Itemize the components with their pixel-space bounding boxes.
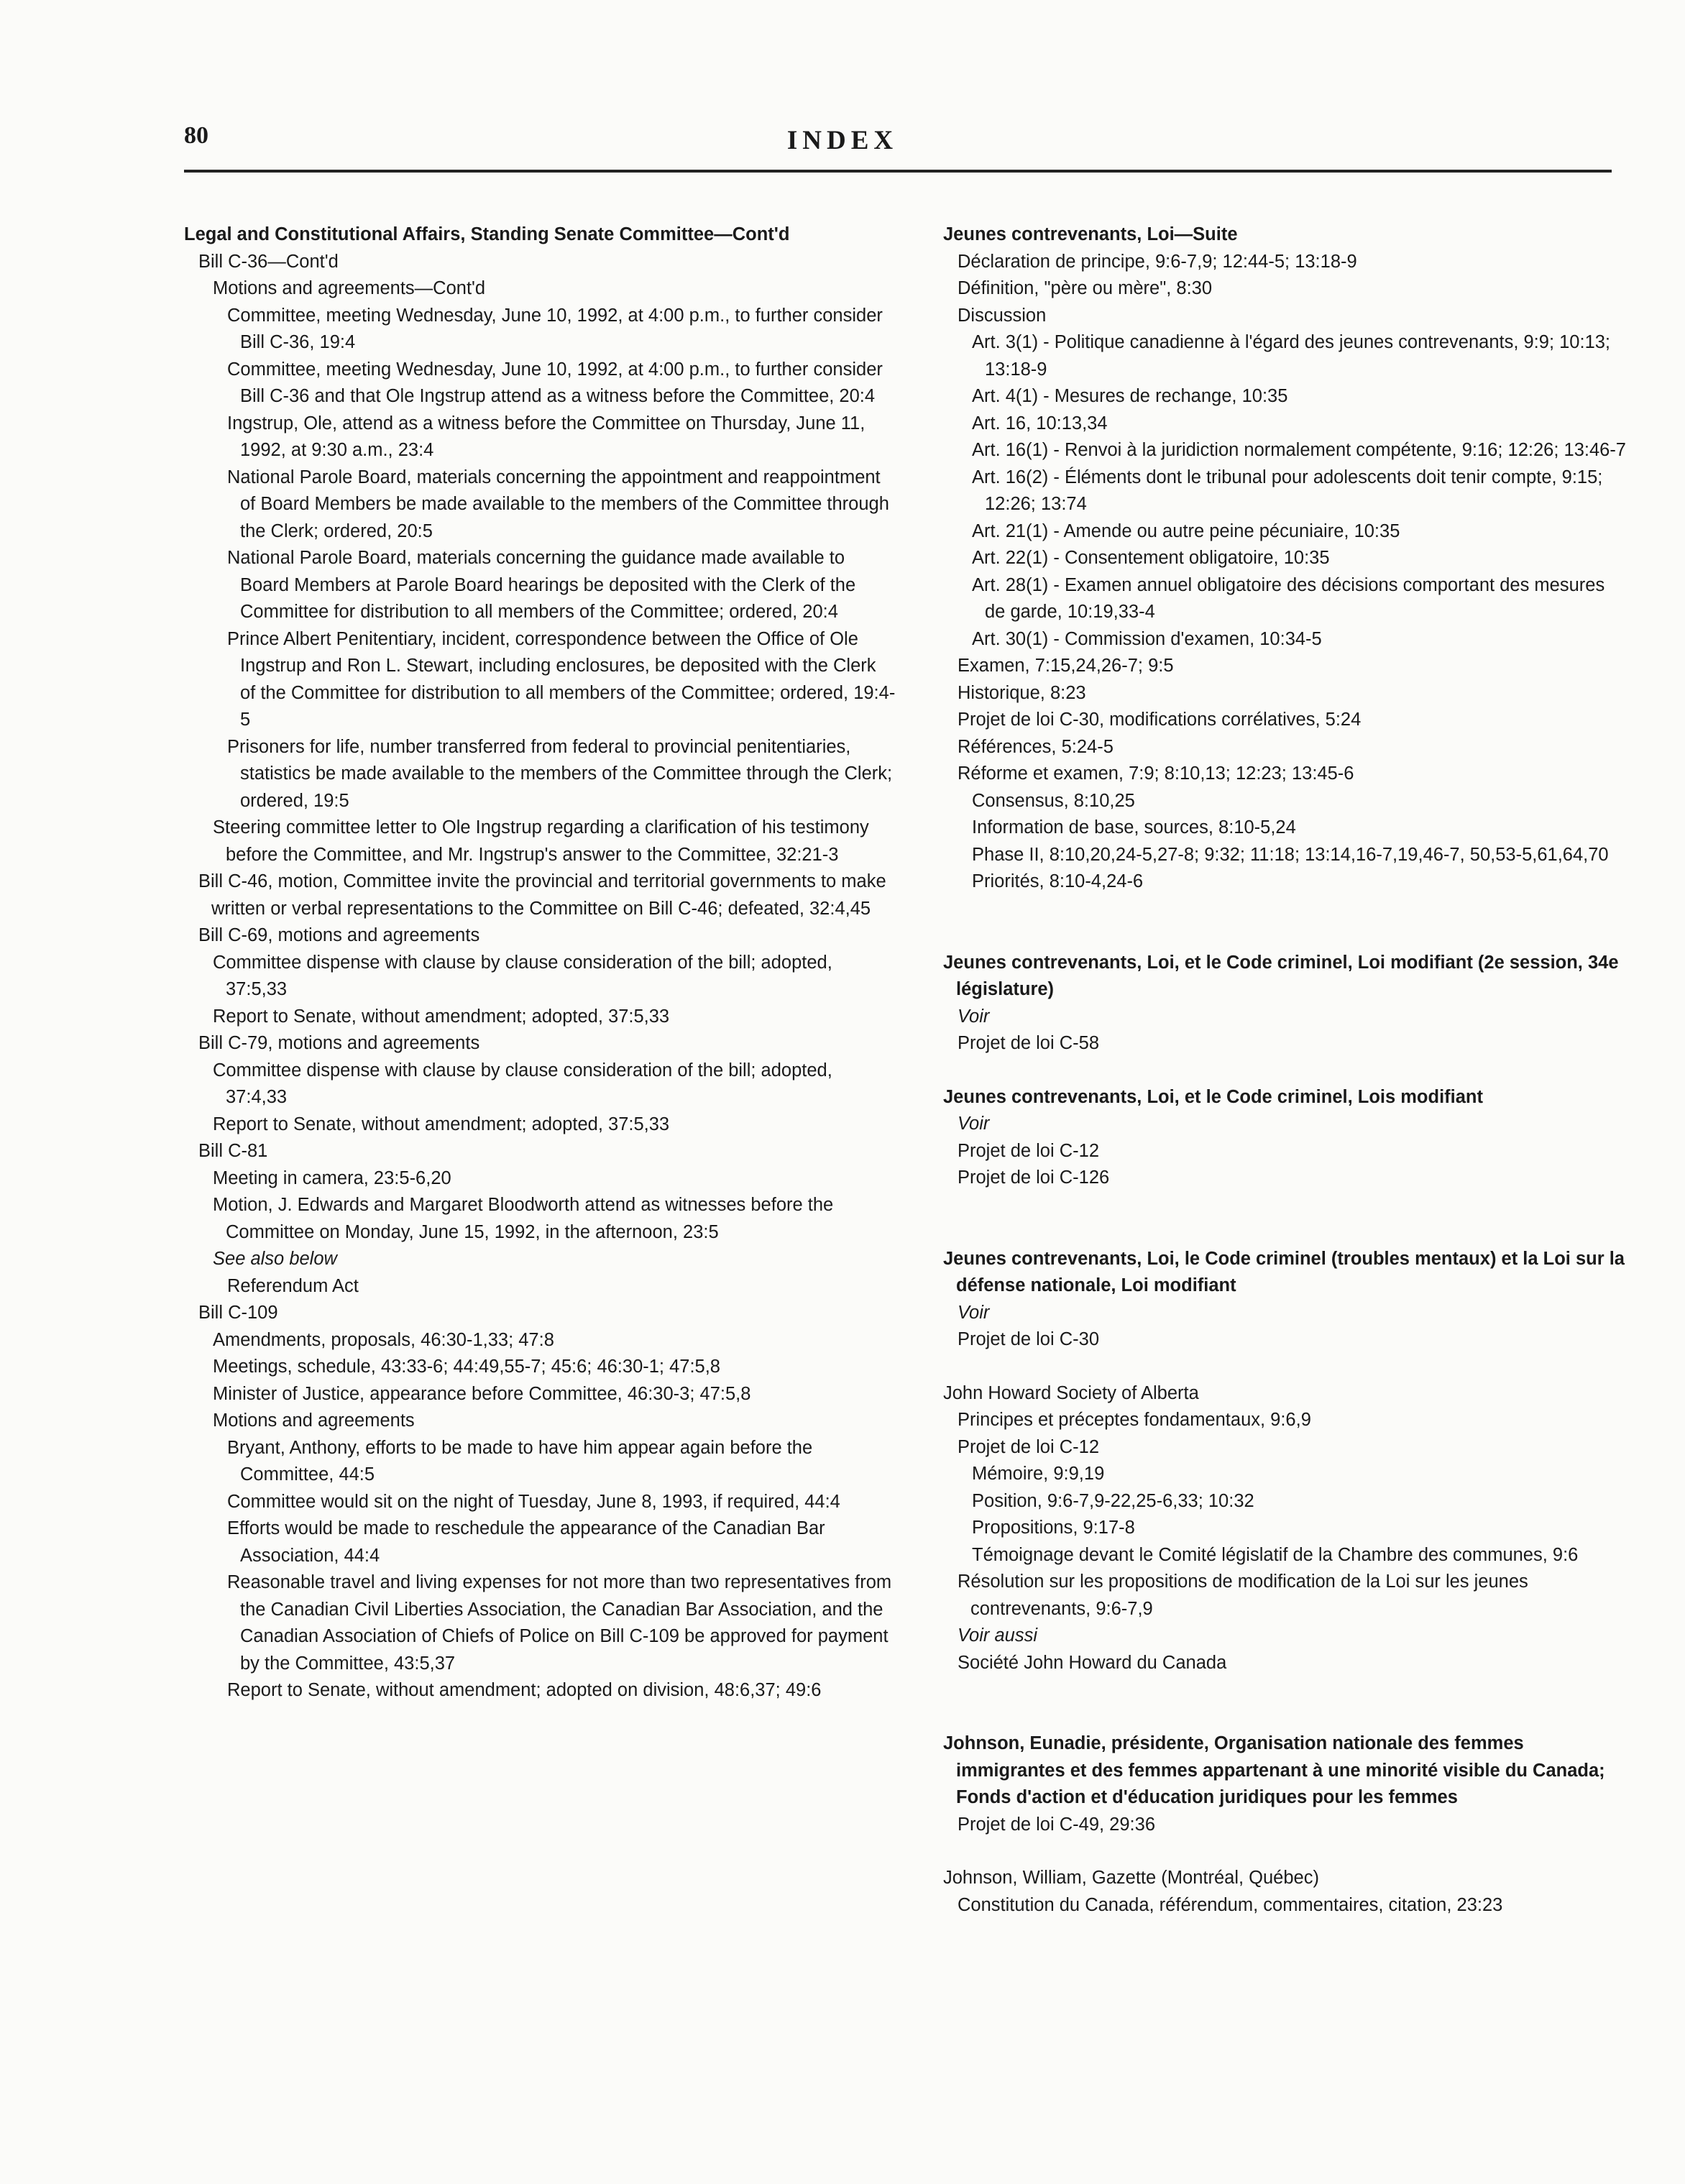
index-subentry: Références, 5:24-5 — [958, 736, 1114, 757]
index-subentry: Voir — [958, 1114, 990, 1134]
index-heading: John Howard Society of Alberta — [943, 1382, 1199, 1403]
index-subentry: Projet de loi C-12 — [958, 1436, 1100, 1457]
entry-spacer — [943, 1057, 1626, 1084]
index-subentry: See also below — [213, 1249, 337, 1269]
index-subentry: Mémoire, 9:9,19 — [972, 1464, 1105, 1484]
index-subentry: Projet de loi C-126 — [958, 1167, 1110, 1188]
index-subentry: Efforts would be made to reschedule the appearance of the Canadian Bar Association, 44:4 — [227, 1518, 825, 1566]
index-subentry: Committee dispense with clause by clause consideration of the bill; adopted, 37:4,33 — [213, 1060, 832, 1107]
index-subentry: Meeting in camera, 23:5-6,20 — [213, 1167, 451, 1188]
index-subentry: Résolution sur les propositions de modification de la Loi sur les jeunes contrevenants, 9:6-7,9 — [958, 1572, 1528, 1619]
index-subentry: Projet de loi C-58 — [958, 1033, 1100, 1053]
index-subentry: Bryant, Anthony, efforts to be made to have him appear again before the Committee, 44:5 — [227, 1437, 813, 1485]
index-subentry: Bill C-69, motions and agreements — [198, 925, 480, 945]
index-subentry: Projet de loi C-12 — [958, 1140, 1100, 1161]
index-heading: Jeunes contrevenants, Loi—Suite — [943, 224, 1238, 244]
index-subentry: Report to Senate, without amendment; adopted on division, 48:6,37; 49:6 — [227, 1680, 822, 1700]
index-subentry: Reasonable travel and living expenses for not more than two representatives from the Canadian Civil Liberties Association, the Canadian Bar Association, and the Canadian Association of Chiefs of Police on Bill C-109 be approved for payment by the Committee, 43:5,37 — [227, 1572, 892, 1674]
entry-spacer — [943, 1676, 1626, 1730]
index-subentry: Bill C-36—Cont'd — [198, 251, 339, 272]
index-subentry: National Parole Board, materials concerning the appointment and reappointment of Board Members be made available to the members of the Committee through the Clerk; ordered, 20:5 — [227, 467, 889, 541]
index-subentry: Committee, meeting Wednesday, June 10, 1992, at 4:00 p.m., to further consider Bill C-36, 19:4 — [227, 305, 883, 352]
index-subentry: Propositions, 9:17-8 — [972, 1518, 1135, 1538]
index-subentry: Constitution du Canada, référendum, commentaires, citation, 23:23 — [958, 1894, 1503, 1915]
header-rule — [184, 170, 1612, 173]
index-subentry: Report to Senate, without amendment; adopted, 37:5,33 — [213, 1114, 670, 1134]
index-subentry: Report to Senate, without amendment; adopted, 37:5,33 — [213, 1006, 670, 1027]
index-subentry: Priorités, 8:10-4,24-6 — [972, 871, 1144, 891]
index-heading: Jeunes contrevenants, Loi, et le Code criminel, Lois modifiant — [943, 1086, 1483, 1107]
index-subentry: Art. 16(1) - Renvoi à la juridiction normalement compétente, 9:16; 12:26; 13:46-7 — [972, 440, 1626, 460]
index-subentry: Réforme et examen, 7:9; 8:10,13; 12:23; 13:45-6 — [958, 763, 1354, 784]
index-subentry: Principes et préceptes fondamentaux, 9:6,9 — [958, 1410, 1311, 1430]
index-subentry: Bill C-79, motions and agreements — [198, 1033, 480, 1053]
index-heading: Jeunes contrevenants, Loi, le Code criminel (troubles mentaux) et la Loi sur la défense nationale, Loi modifiant — [943, 1248, 1625, 1295]
index-subentry: Committee, meeting Wednesday, June 10, 1992, at 4:00 p.m., to further consider Bill C-36 and that Ole Ingstrup attend as a witness before the Committee, 20:4 — [227, 359, 883, 406]
page-title: INDEX — [786, 126, 899, 155]
index-subentry: Examen, 7:15,24,26-7; 9:5 — [958, 656, 1174, 676]
index-subentry: Voir aussi — [958, 1625, 1038, 1646]
index-subentry: Steering committee letter to Ole Ingstrup regarding a clarification of his testimony before the Committee, and Mr. Ingstrup's answer to the Committee, 32:21-3 — [213, 817, 869, 865]
index-subentry: Art. 16(2) - Éléments dont le tribunal pour adolescents doit tenir compte, 9:15; 12:26; 13:74 — [972, 467, 1603, 514]
index-subentry: Amendments, proposals, 46:30-1,33; 47:8 — [213, 1329, 554, 1350]
index-subentry: Motions and agreements — [213, 1410, 415, 1431]
index-subentry: Meetings, schedule, 43:33-6; 44:49,55-7; 45:6; 46:30-1; 47:5,8 — [213, 1357, 720, 1377]
index-subentry: Bill C-81 — [198, 1141, 268, 1161]
index-subentry: Projet de loi C-49, 29:36 — [958, 1814, 1155, 1835]
entry-spacer — [943, 1354, 1626, 1380]
index-subentry: Position, 9:6-7,9-22,25-6,33; 10:32 — [972, 1490, 1254, 1511]
index-subentry: Prince Albert Penitentiary, incident, correspondence between the Office of Ole Ingstrup and Ron L. Stewart, including enclosures, be deposited with the Clerk of the Committee for distribution to all members of the Committee; ordered, 19:4-5 — [227, 628, 896, 730]
index-subentry: Projet de loi C-30 — [958, 1329, 1100, 1349]
index-subentry: Phase II, 8:10,20,24-5,27-8; 9:32; 11:18; 13:14,16-7,19,46-7, 50,53-5,61,64,70 — [972, 844, 1609, 865]
index-subentry: Motions and agreements—Cont'd — [213, 278, 486, 298]
index-subentry: Art. 30(1) - Commission d'examen, 10:34-5 — [972, 628, 1322, 649]
index-subentry: Referendum Act — [227, 1275, 359, 1296]
index-subentry: Art. 28(1) - Examen annuel obligatoire des décisions comportant des mesures de garde, 10:19,33-4 — [972, 574, 1605, 622]
index-subentry: Art. 21(1) - Amende ou autre peine pécuniaire, 10:35 — [972, 520, 1400, 541]
index-subentry: Historique, 8:23 — [958, 682, 1086, 703]
page-number: 80 — [184, 122, 208, 149]
index-subentry: Art. 3(1) - Politique canadienne à l'égard des jeunes contrevenants, 9:9; 10:13; 13:18-9 — [972, 332, 1611, 380]
index-subentry: Art. 22(1) - Consentement obligatoire, 10:35 — [972, 548, 1330, 568]
index-heading: Legal and Constitutional Affairs, Standing Senate Committee—Cont'd — [184, 224, 790, 244]
entry-spacer — [943, 896, 1626, 950]
index-subentry: Définition, "père ou mère", 8:30 — [958, 278, 1213, 298]
index-subentry: Art. 4(1) - Mesures de rechange, 10:35 — [972, 386, 1288, 406]
index-subentry: Motion, J. Edwards and Margaret Bloodworth attend as witnesses before the Committee on Monday, June 15, 1992, in the afternoon, 23:5 — [213, 1195, 834, 1242]
index-subentry: Bill C-46, motion, Committee invite the provincial and territorial governments to make written or verbal representations to the Committee on Bill C-46; defeated, 32:4,45 — [198, 871, 886, 919]
index-subentry: Voir — [958, 1006, 990, 1027]
index-column-right — [943, 221, 1626, 1919]
index-subentry: Projet de loi C-30, modifications corrélatives, 5:24 — [958, 710, 1362, 730]
index-subentry: National Parole Board, materials concerning the guidance made available to Board Members at Parole Board hearings be deposited with the Clerk of the Committee for distribution to all members of the Committee; ordered, 20:4 — [227, 548, 856, 622]
index-subentry: Minister of Justice, appearance before Committee, 46:30-3; 47:5,8 — [213, 1383, 751, 1404]
index-subentry: Ingstrup, Ole, attend as a witness before the Committee on Thursday, June 11, 1992, at 9:30 a.m., 23:4 — [227, 413, 866, 460]
index-heading: Johnson, William, Gazette (Montréal, Québec) — [943, 1868, 1319, 1888]
entry-spacer — [943, 1192, 1626, 1246]
index-heading: Johnson, Eunadie, présidente, Organisation nationale des femmes immigrantes et des femmes appartenant à une minorité visible du Canada; Fonds d'action et d'éducation juridiques pour les femmes — [943, 1733, 1605, 1807]
index-subentry: Société John Howard du Canada — [958, 1652, 1227, 1673]
index-subentry: Consensus, 8:10,25 — [972, 790, 1135, 811]
index-subentry: Témoignage devant le Comité législatif de la Chambre des communes, 9:6 — [972, 1544, 1579, 1565]
index-subentry: Déclaration de principe, 9:6-7,9; 12:44-5; 13:18-9 — [958, 251, 1357, 272]
index-subentry: Voir — [958, 1302, 990, 1323]
index-column-left — [184, 221, 896, 1704]
index-heading: Jeunes contrevenants, Loi, et le Code criminel, Loi modifiant (2e session, 34e législature) — [943, 952, 1619, 999]
index-subentry: Discussion — [958, 305, 1047, 326]
index-subentry: Prisoners for life, number transferred from federal to provincial penitentiaries, statistics be made available to the members of the Committee through the Clerk; ordered, 19:5 — [227, 736, 893, 811]
index-subentry: Art. 16, 10:13,34 — [972, 413, 1108, 433]
index-subentry: Bill C-109 — [198, 1303, 278, 1323]
index-subentry: Committee would sit on the night of Tuesday, June 8, 1993, if required, 44:4 — [227, 1491, 840, 1512]
entry-spacer — [943, 1838, 1626, 1865]
index-subentry: Committee dispense with clause by clause consideration of the bill; adopted, 37:5,33 — [213, 952, 832, 999]
index-subentry: Information de base, sources, 8:10-5,24 — [972, 817, 1296, 838]
